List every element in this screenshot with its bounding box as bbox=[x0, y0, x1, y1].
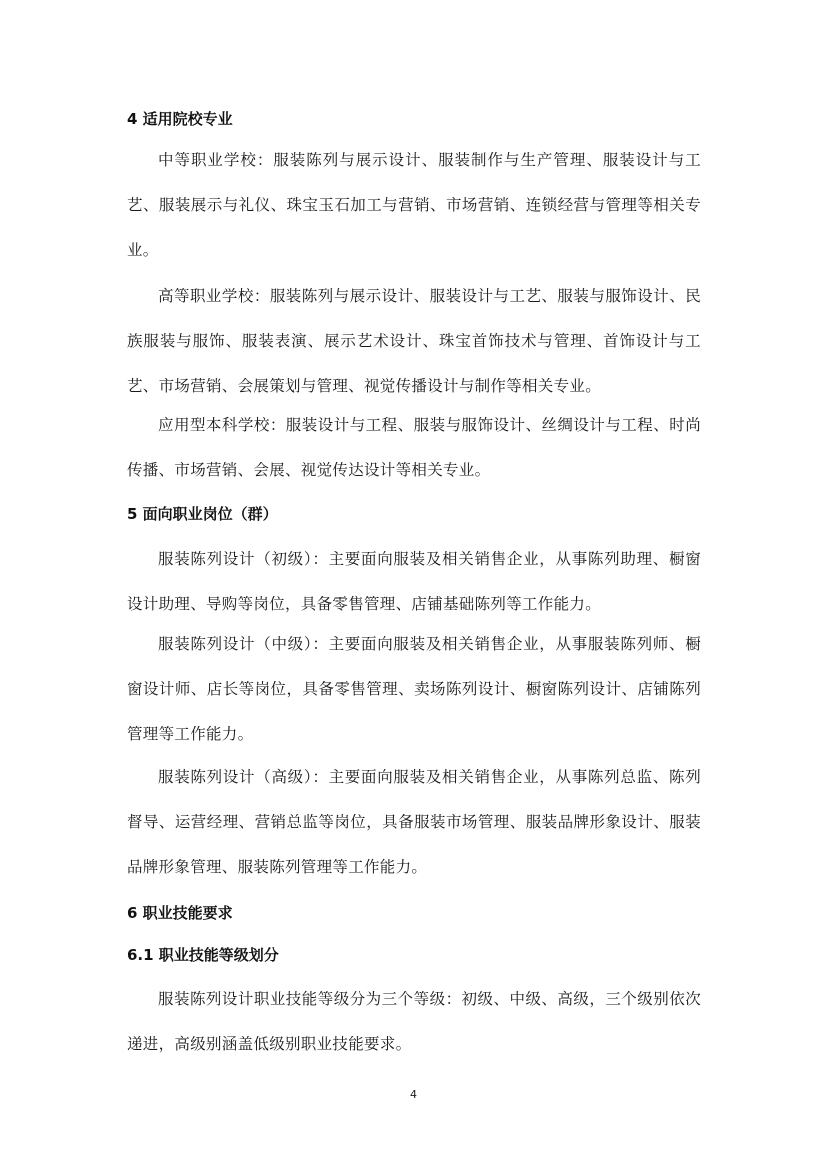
paragraph-applied-undergraduate: 应用型本科学校：服装设计与工程、服装与服饰设计、丝绸设计与工程、时尚传播、市场营销、会展、视觉传达设计等相关专业。 bbox=[127, 416, 701, 479]
paragraph-secondary-vocational: 中等职业学校：服装陈列与展示设计、服装制作与生产管理、服装设计与工艺、服装展示与礼仪、珠宝玉石加工与营销、市场营销、连锁经营与管理等相关专业。 bbox=[127, 151, 701, 259]
paragraph-intermediate-level: 服装陈列设计（中级）：主要面向服装及相关销售企业，从事服装陈列师、橱窗设计师、店长等岗位，具备零售管理、卖场陈列设计、橱窗陈列设计、店铺陈列管理等工作能力。 bbox=[127, 635, 701, 743]
paragraph-senior-level: 服装陈列设计（高级）：主要面向服装及相关销售企业，从事陈列总监、陈列督导、运营经理、营销总监等岗位，具备服装市场管理、服装品牌形象设计、服装品牌形象管理、服装陈列管理等工作能力。 bbox=[127, 768, 701, 876]
section-heading-5: 5 面向职业岗位（群） bbox=[127, 505, 278, 523]
section-heading-6-1: 6.1 职业技能等级划分 bbox=[127, 946, 279, 964]
section-heading-6: 6 职业技能要求 bbox=[127, 904, 233, 922]
section-heading-4: 4 适用院校专业 bbox=[127, 110, 233, 128]
paragraph-grade-division: 服装陈列设计职业技能等级分为三个等级：初级、中级、高级，三个级别依次递进，高级别涵盖低级别职业技能要求。 bbox=[127, 990, 701, 1053]
paragraph-junior-level: 服装陈列设计（初级）：主要面向服装及相关销售企业，从事陈列助理、橱窗设计助理、导购等岗位，具备零售管理、店铺基础陈列等工作能力。 bbox=[127, 550, 701, 613]
paragraph-higher-vocational: 高等职业学校：服装陈列与展示设计、服装设计与工艺、服装与服饰设计、民族服装与服饰、服装表演、展示艺术设计、珠宝首饰技术与管理、首饰设计与工艺、市场营销、会展策划与管理、视觉传播设计与制作等相关专业。 bbox=[127, 287, 701, 395]
page-number: 4 bbox=[410, 1088, 417, 1101]
